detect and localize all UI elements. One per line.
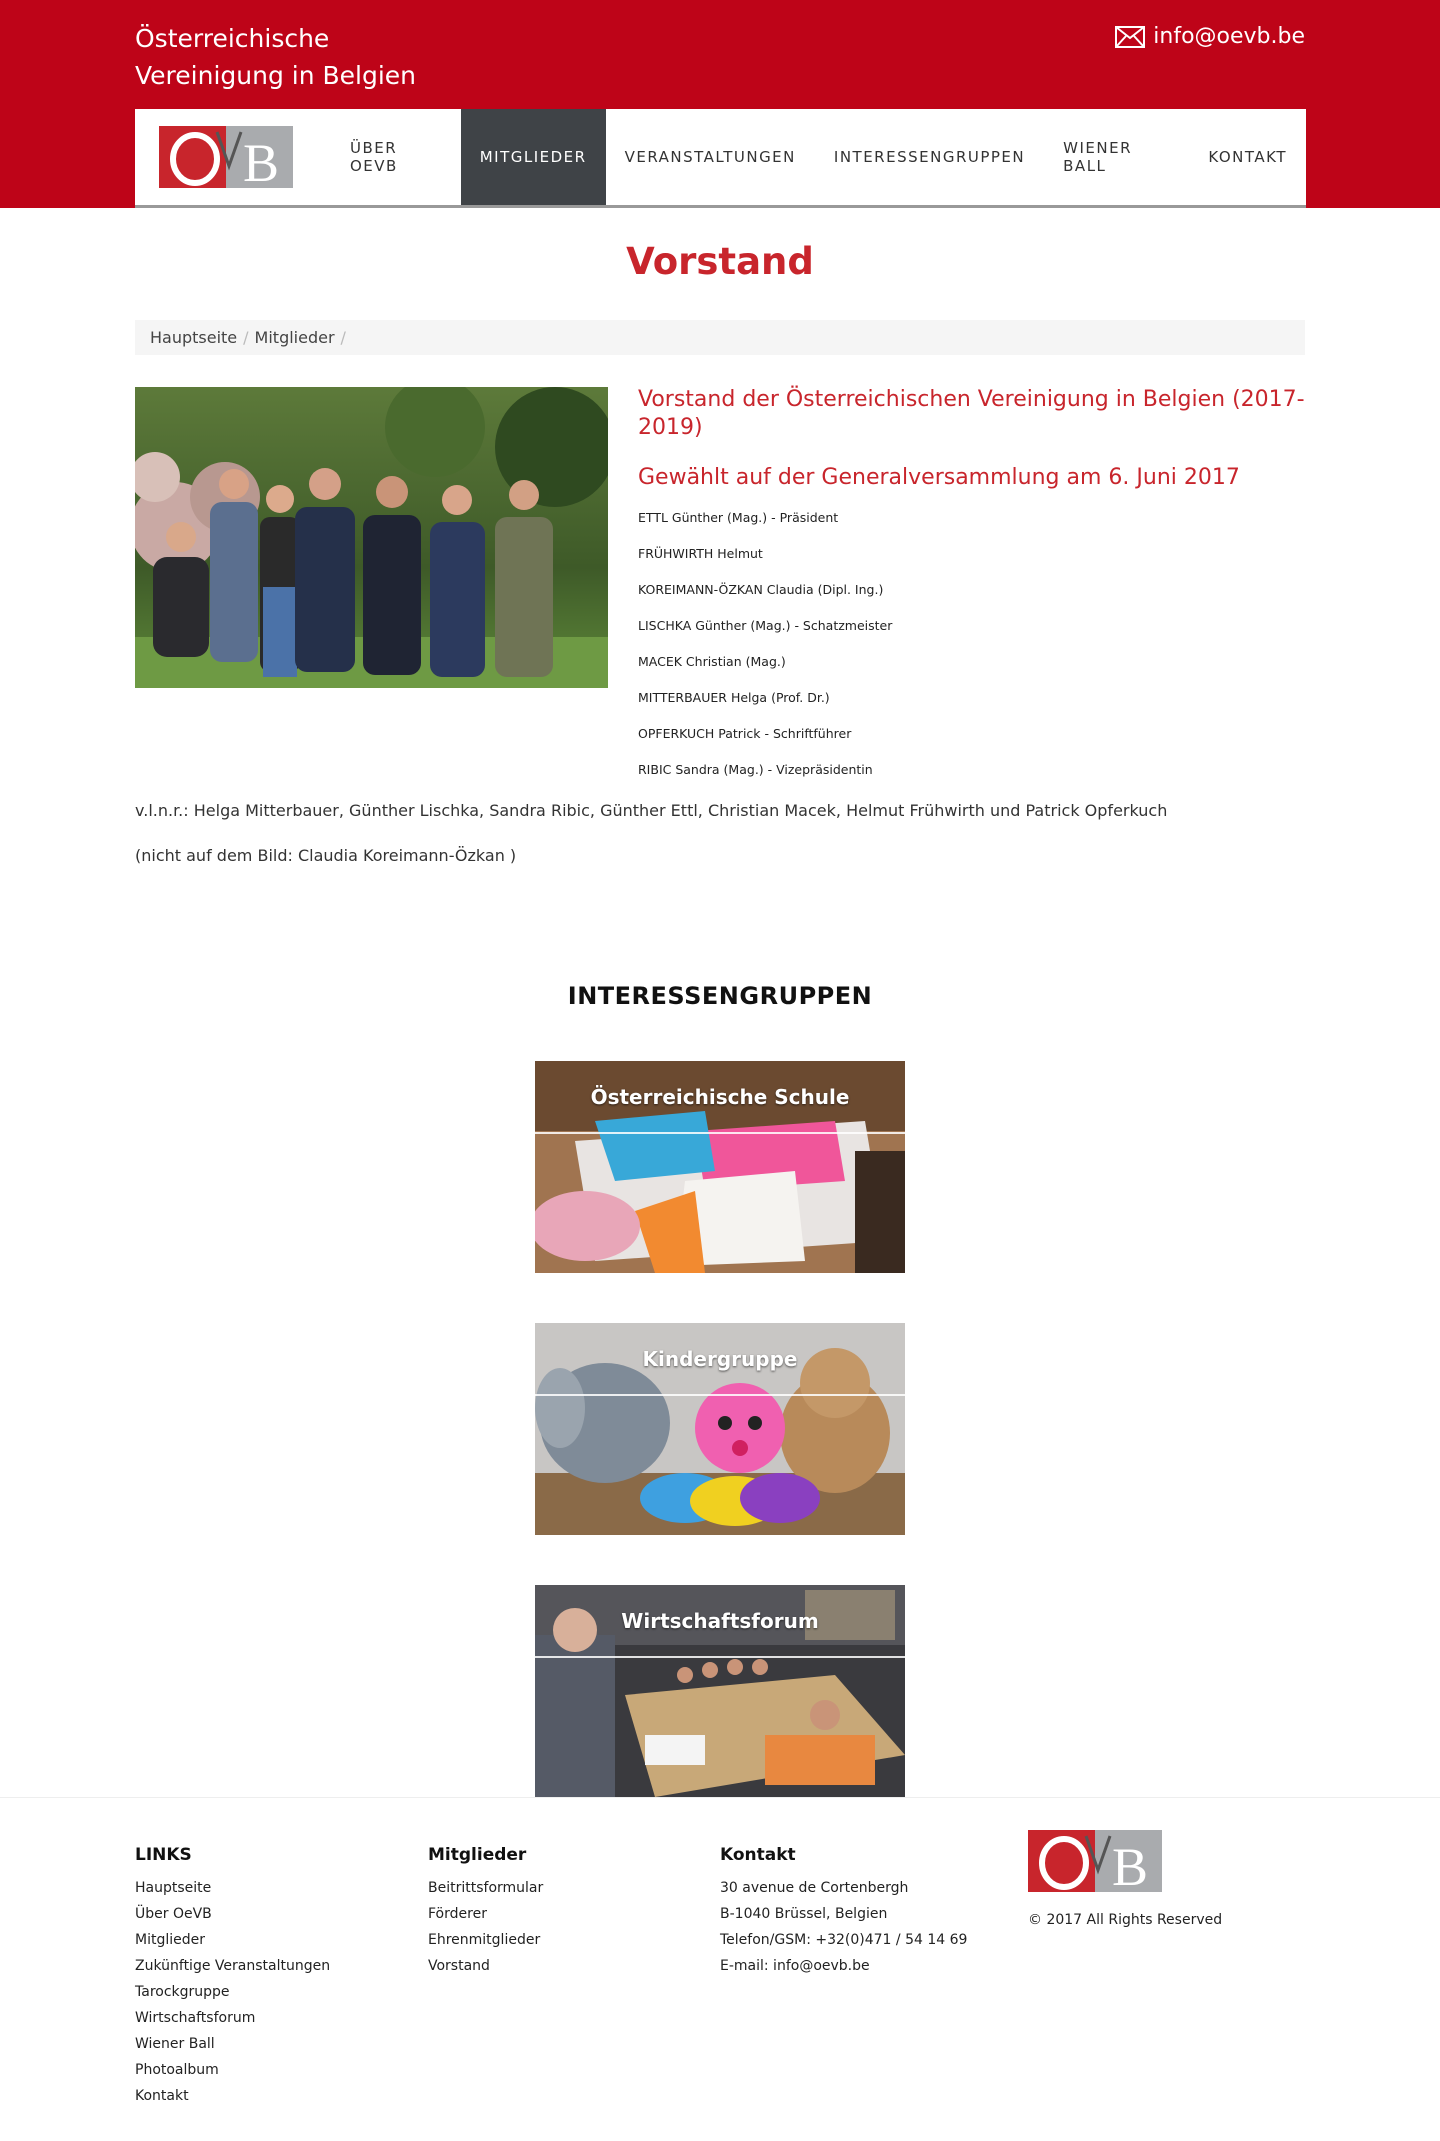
email-text: info@oevb.be <box>1153 24 1305 49</box>
list-item: FRÜHWIRTH Helmut <box>638 546 763 561</box>
site-name[interactable] <box>135 20 416 94</box>
group-label-wirtschaftsforum: Wirtschaftsforum <box>621 1609 819 1633</box>
board-heading: Vorstand der Österreichischen Vereinigung in Belgien (2017-2019) <box>638 387 1305 440</box>
board-subheading: Gewählt auf der Generalversammlung am 6. Juni 2017 <box>638 465 1240 490</box>
navbar <box>135 109 1306 205</box>
footer-link[interactable]: Mitglieder <box>135 1932 205 1948</box>
footer-link[interactable]: Hauptseite <box>135 1880 212 1896</box>
logo[interactable] <box>159 126 293 188</box>
footer <box>0 1797 1440 2141</box>
contact-city: B-1040 Brüssel, Belgien <box>720 1906 888 1922</box>
footer-brand <box>1028 1830 1222 1928</box>
footer-link[interactable]: Beitrittsformular <box>428 1880 544 1896</box>
list-item: OPFERKUCH Patrick - Schriftführer <box>638 726 852 741</box>
contact-phone: Telefon/GSM: +32(0)471 / 54 14 69 <box>720 1932 968 1948</box>
breadcrumb <box>135 320 1305 355</box>
svg-text:B: B <box>243 133 280 188</box>
nav-kontakt[interactable]: KONTAKT <box>1208 148 1287 166</box>
nav-ueber-oevb[interactable]: ÜBER OEVB <box>350 139 398 175</box>
footer-link[interactable]: Wiener Ball <box>135 2036 215 2052</box>
breadcrumb-separator: / <box>243 328 249 347</box>
list-item: KOREIMANN-ÖZKAN Claudia (Dipl. Ing.) <box>638 582 884 597</box>
board-info <box>638 386 1308 798</box>
footer-link[interactable]: Zukünftige Veranstaltungen <box>135 1958 331 1974</box>
contact-address: 30 avenue de Cortenbergh <box>720 1880 909 1896</box>
footer-link[interactable]: Vorstand <box>428 1958 490 1974</box>
members-list <box>638 510 1308 798</box>
footer-link[interactable]: Kontakt <box>135 2088 189 2104</box>
nav-interessengruppen[interactable]: INTERESSENGRUPPEN <box>833 148 1026 166</box>
list-item: MITTERBAUER Helga (Prof. Dr.) <box>638 690 830 705</box>
footer-link[interactable]: Ehrenmitglieder <box>428 1932 541 1948</box>
envelope-icon <box>1115 26 1145 48</box>
nav-wiener-ball[interactable]: WIENER BALL <box>1063 139 1132 175</box>
footer-contact-title: Kontakt <box>720 1845 796 1865</box>
footer-links <box>135 1845 330 2109</box>
group-label-kindergruppe: Kindergruppe <box>642 1347 798 1371</box>
nav-veranstaltungen[interactable]: VERANSTALTUNGEN <box>624 148 796 166</box>
footer-link[interactable]: Wirtschaftsforum <box>135 2010 256 2026</box>
group-card-wirtschaftsforum[interactable] <box>535 1585 905 1797</box>
nav-divider <box>135 205 1306 208</box>
list-item: LISCHKA Günther (Mag.) - Schatzmeister <box>638 618 893 633</box>
contact-email[interactable]: E-mail: info@oevb.be <box>720 1958 870 1974</box>
footer-members <box>428 1845 543 1979</box>
photo-caption: v.l.n.r.: Helga Mitterbauer, Günther Lischka, Sandra Ribic, Günther Ettl, Christian Macek, Helmut Frühwirth und Patrick Opferkuch <box>135 801 1168 820</box>
breadcrumb-mitglieder[interactable]: Mitglieder <box>254 328 335 347</box>
main-nav <box>331 109 1306 205</box>
group-card-schule[interactable] <box>535 1061 905 1273</box>
nav-mitglieder[interactable]: MITGLIEDER <box>461 109 606 205</box>
breadcrumb-home[interactable]: Hauptseite <box>150 328 238 347</box>
footer-link[interactable]: Photoalbum <box>135 2062 219 2078</box>
card-divider <box>535 1656 905 1658</box>
site-name-line1: Österreichische <box>135 24 330 53</box>
groups-title: INTERESSENGRUPPEN <box>567 982 873 1010</box>
footer-members-title: Mitglieder <box>428 1845 527 1865</box>
list-item: ETTL Günther (Mag.) - Präsident <box>638 510 839 525</box>
list-item: RIBIC Sandra (Mag.) - Vizepräsidentin <box>638 762 873 777</box>
footer-link[interactable]: Über OeVB <box>135 1906 212 1922</box>
footer-links-title: LINKS <box>135 1845 192 1865</box>
card-divider <box>535 1394 905 1396</box>
photo-caption-note: (nicht auf dem Bild: Claudia Koreimann-Özkan ) <box>135 846 517 865</box>
page-title: Vorstand <box>626 240 814 283</box>
group-card-kindergruppe[interactable] <box>535 1323 905 1535</box>
board-group-photo <box>135 387 608 688</box>
svg-text:B: B <box>1112 1837 1149 1892</box>
card-divider <box>535 1132 905 1134</box>
footer-logo[interactable] <box>1028 1830 1162 1892</box>
group-label-schule: Österreichische Schule <box>590 1085 850 1109</box>
footer-contact <box>720 1845 967 1979</box>
breadcrumb-separator: / <box>340 328 346 347</box>
copyright: © 2017 All Rights Reserved <box>1028 1912 1223 1928</box>
email-link[interactable] <box>1115 24 1305 49</box>
footer-link[interactable]: Förderer <box>428 1906 487 1922</box>
list-item: MACEK Christian (Mag.) <box>638 654 786 669</box>
footer-link[interactable]: Tarockgruppe <box>135 1984 230 2000</box>
site-name-line2: Vereinigung in Belgien <box>135 61 417 90</box>
